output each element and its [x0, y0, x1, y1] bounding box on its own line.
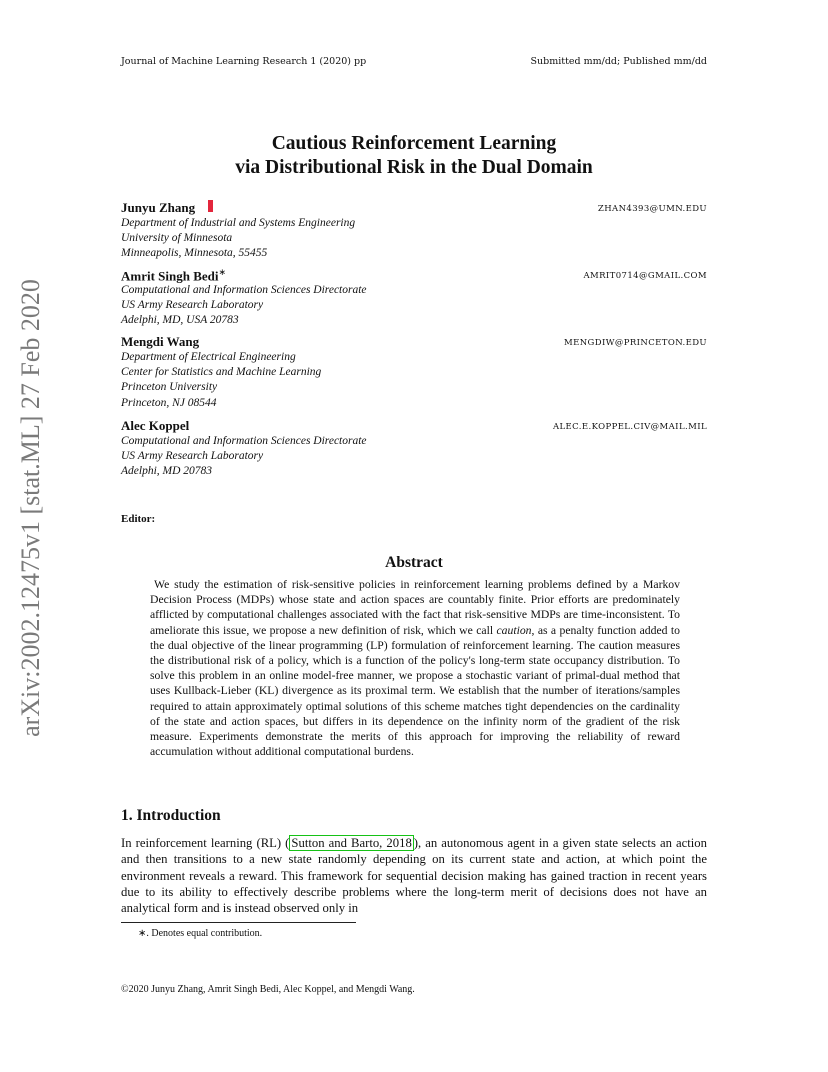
- author-email: ALEC.E.KOPPEL.CIV@MAIL.MIL: [552, 422, 707, 432]
- running-header-dates: Submitted mm/dd; Published mm/dd: [530, 56, 707, 67]
- arxiv-stamp: [6, 268, 56, 748]
- citation-link[interactable]: Sutton and Barto, 2018: [291, 836, 412, 850]
- author-affiliation: Department of Electrical Engineering Center for Statistics and Machine Learning Princeton University Princeton, NJ 08544: [121, 351, 322, 409]
- author-name: Alec Koppel: [121, 418, 190, 433]
- abstract-text: We study the estimation of risk-sensitive policies in reinforcement learning problems defined by a Markov Decision Process (MDPs) whose state and action spaces are countably finite. Prior efforts are predominately afflicted by computational challenges associated with the fact that risk-sensitive MDPs are time-inconsistent. To ameliorate this issue, we propose a new definition of risk, which we call caution, as a penalty function added to the dual objective of the linear programming (LP) formulation of reinforcement learning. The caution measures the distributional risk of a policy, which is a function of the policy's long-term state occupancy distribution. To solve this problem in an online model-free manner, we propose a stochastic variant of primal-dual method that uses Kullback-Lieber (KL) divergence as its proximal term. We establish that the number of iterations/samples required to attain approximately optimal solutions of this scheme matches tight dependencies on the cardinality of the state and action spaces, but differs in its dependence on the infinity norm of the gradient of the risk measure. Experiments demonstrate the merits of this approach for improving the reliability of reward accumulation without additional computational burdens.: [150, 578, 680, 759]
- editor-label: Editor:: [121, 513, 156, 525]
- author-email: MENGDIW@PRINCETON.EDU: [564, 338, 707, 348]
- footnote-marker-link[interactable]: [208, 200, 213, 212]
- introduction-paragraph: In reinforcement learning (RL) ( Sutton and Barto, 2018 ), an autonomous agent in a given state selects an action and then transitions to a new state randomly depending on its current state and action, at which point the environment reveals a reward. This framework for sequential decision making has gained traction in recent years due to its ability to effectively describe problems where the long-term merit of decisions does not have an analytical form and is instead observed only in: [121, 836, 707, 916]
- section-heading-introduction: 1. Introduction: [121, 807, 221, 824]
- abstract-heading: Abstract: [385, 554, 443, 571]
- author-affiliation: Computational and Information Sciences Directorate US Army Research Laboratory Adelphi, MD 20783: [121, 435, 367, 478]
- running-header-journal: Journal of Machine Learning Research 1 (2020) pp: [121, 56, 367, 67]
- author-email: AMRIT0714@GMAIL.COM: [583, 271, 707, 281]
- footnote-divider: [121, 922, 356, 923]
- author-affiliation: Department of Industrial and Systems Engineering University of Minnesota Minneapolis, Minnesota, 55455: [121, 217, 356, 260]
- author-name: Amrit Singh Bedi∗: [121, 267, 227, 284]
- author-name: Mengdi Wang: [121, 334, 200, 349]
- footnote: ∗. Denotes equal contribution.: [138, 928, 263, 939]
- author-affiliation: Computational and Information Sciences Directorate US Army Research Laboratory Adelphi, MD, USA 20783: [121, 284, 367, 327]
- author-email: ZHAN4393@UMN.EDU: [597, 204, 707, 214]
- arxiv-stamp-text: arXiv:2002.12475v1 [stat.ML] 27 Feb 2020: [16, 279, 45, 737]
- paper-title-line-2: via Distributional Risk in the Dual Domain: [235, 157, 593, 178]
- author-name: Junyu Zhang: [121, 200, 196, 215]
- copyright-notice: ©2020 Junyu Zhang, Amrit Singh Bedi, Alec Koppel, and Mengdi Wang.: [121, 984, 415, 995]
- paper-title-line-1: Cautious Reinforcement Learning: [271, 133, 557, 154]
